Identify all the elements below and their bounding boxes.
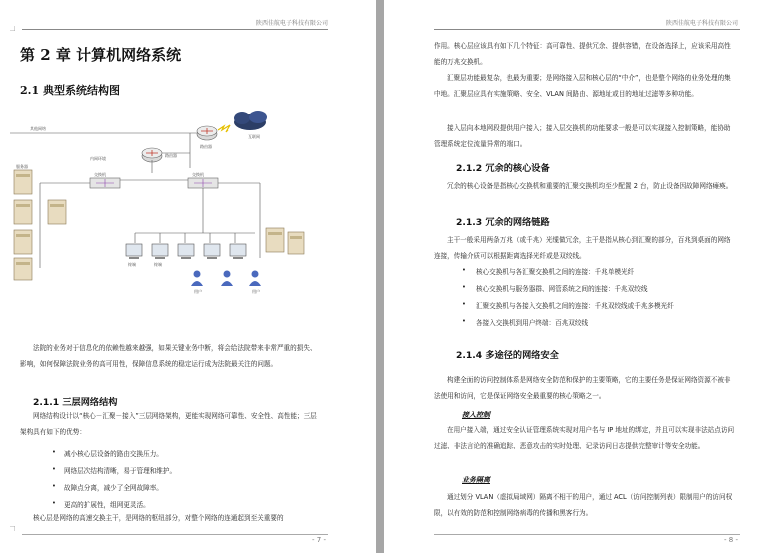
lightning-icon [218,125,230,132]
bullet-item: 故障点分离，减少了全网故障率。 [64,484,163,492]
subsection-title-2-1-2: 2.1.2 冗余的核心设备 [456,163,550,174]
computer-terminal-icon [230,244,246,259]
user-icon [221,271,233,287]
label-terminal: 终端 [128,262,136,267]
label-other-network: 其他网络 [30,126,46,131]
label-internet: 互联网 [248,134,260,139]
document-page-right [384,0,760,553]
paragraph-redundant-core: 冗余的核心设备是指核心交换机和重要的汇聚交换机均至少配置 2 台，防止设备因故障网络瘫痪。 [447,182,733,190]
label-internal-network: 内网环境 [90,156,106,161]
bullet-item: 网络层次结构清晰，易于管理和维护。 [64,467,177,475]
paragraph-network-security: 构建全面的访问控制体系是网络安全防范和保护的主要策略，它的主要任务是保证网络资源不被非法使用和访问，它是保证网络安全最重要的核心策略之一。 [434,376,731,400]
server-icon [14,230,32,254]
footer-rule [22,534,328,535]
label-switch: 交换机 [192,172,204,177]
paragraph-access-control: 在用户接入端，通过安全认证管理系统实现对用户名与 IP 地址的绑定，并且可以实现非法站点访问过滤、非法言论的准确追踪、恶意攻击的实时处理、记录访问日志提供完整审计等安全功能。 [434,426,735,450]
paragraph-core-features: 作用。核心层应该具有如下几个特征：高可靠性、提供冗余、提供容错，在设备选择上，应该采用高性能的万兆交换机。 [434,42,731,66]
bullet-dot: • [462,300,466,308]
bullet-dot: • [52,465,56,473]
server-icon [48,200,66,224]
internet-cloud-icon [234,111,267,130]
core-switch-icon [90,178,120,188]
bullet-dot: • [462,317,466,325]
link-spec-item: 核心交换机与服务器群、网管系统之间的连接：千兆双绞线 [476,285,648,293]
chapter-title: 第 2 章 计算机网络系统 [20,46,182,64]
network-topology-diagram [10,108,310,298]
link-spec-item: 各接入交换机到用户终端：百兆双绞线 [476,319,589,327]
server-icon [14,258,32,280]
paragraph-aggregation-layer: 汇聚层功能最复杂，也最为重要；是网络接入层和核心层的“中介”，也是整个网络的业务处理的集中地。汇聚层应具有实施策略、安全、VLAN 间路由、源地址或目的地址过滤等多种功能。 [434,74,731,98]
bullet-item: 减小核心层设备的路由交换压力。 [64,450,163,458]
computer-terminal-icon [178,244,194,259]
header-rule [22,29,328,30]
server-icon [288,232,304,254]
bullet-dot: • [462,283,466,291]
link-spec-item: 核心交换机与各汇聚交换机之间的连接：千兆单模光纤 [476,268,635,276]
computer-terminal-icon [152,244,168,259]
server-icon [14,200,32,224]
label-user: 用户 [194,289,202,294]
bullet-item: 更高的扩展性，组网更灵活。 [64,501,150,509]
label-router: 路由器 [200,144,212,149]
document-page-left [0,0,376,553]
page-header-company: 陕西佳航电子科技有限公司 [665,20,738,27]
paragraph-business-isolation: 通过划分 VLAN（虚拟局域网）隔离不相干的用户，通过 ACL（访问控制列表）限制用户的访问权限，以有效的防范和控制网络病毒的传播和黑客行为。 [434,493,733,517]
paragraph-redundant-links: 主干一般采用两条万兆（或千兆）光缆做冗余，主干是指从核心到汇聚的部分，百兆到桌面的网络连接，传输介质可以根据距离选择光纤或是双绞线。 [434,236,731,260]
router-icon [197,126,217,140]
paragraph-access-layer: 接入层向本地网段提供用户接入；接入层交换机的功能要求一般是可以实现接入控制策略，能协助管理系统定位流量异常的端口。 [434,124,731,148]
label-router: 路由器 [165,153,177,158]
link-spec-item: 汇聚交换机与各接入交换机之间的连接：千兆双绞线或千兆多模光纤 [476,302,674,310]
margin-corner-mark [10,526,15,531]
label-switch: 交换机 [94,172,106,177]
page-header-company: 陕西佳航电子科技有限公司 [255,20,328,27]
subheading-business-isolation: 业务隔离 [462,476,490,484]
bullet-dot: • [52,499,56,507]
label-terminal: 终端 [154,262,162,267]
paragraph-core-layer: 核心层是网络的高速交换主干，是网络的枢纽部分，对整个网络的连通起到至关重要的 [33,514,284,522]
bullet-dot: • [52,482,56,490]
user-icon [191,271,203,287]
label-server: 服务器 [16,164,28,169]
server-icon [14,170,32,194]
margin-corner-mark [10,26,15,31]
bullet-dot: • [52,448,56,456]
user-icon [249,271,261,287]
router-icon [142,148,162,162]
bullet-dot: • [462,266,466,274]
page-number: - 7 - [312,536,326,544]
server-icon [266,228,284,252]
section-title: 2.1 典型系统结构图 [20,84,120,97]
header-rule [434,29,740,30]
label-user: 用户 [252,289,260,294]
subsection-title-2-1-3: 2.1.3 冗余的网络链路 [456,217,550,228]
page-number: - 8 - [724,536,738,544]
computer-terminal-icon [126,244,142,259]
paragraph-intro: 法院的业务对于信息化的依赖性越来越强，如果关键业务中断，将会给法院带来非常严重的损失、影响，如何保障法院业务的高可用性，保障信息系统的稳定运行成为法院最关注的问题。 [20,344,317,368]
paragraph-three-tier: 网络结构设计以“核心－汇聚－接入”三层网络架构，更能实现网络可靠性、安全性、高性能；三层架构具有如下的优势： [20,412,317,436]
subheading-access-control: 接入控制 [462,411,490,419]
core-switch-icon [188,178,218,188]
footer-rule [434,534,740,535]
subsection-title-2-1-1: 2.1.1 三层网络结构 [33,397,118,408]
subsection-title-2-1-4: 2.1.4 多途径的网络安全 [456,350,559,361]
computer-terminal-icon [204,244,220,259]
